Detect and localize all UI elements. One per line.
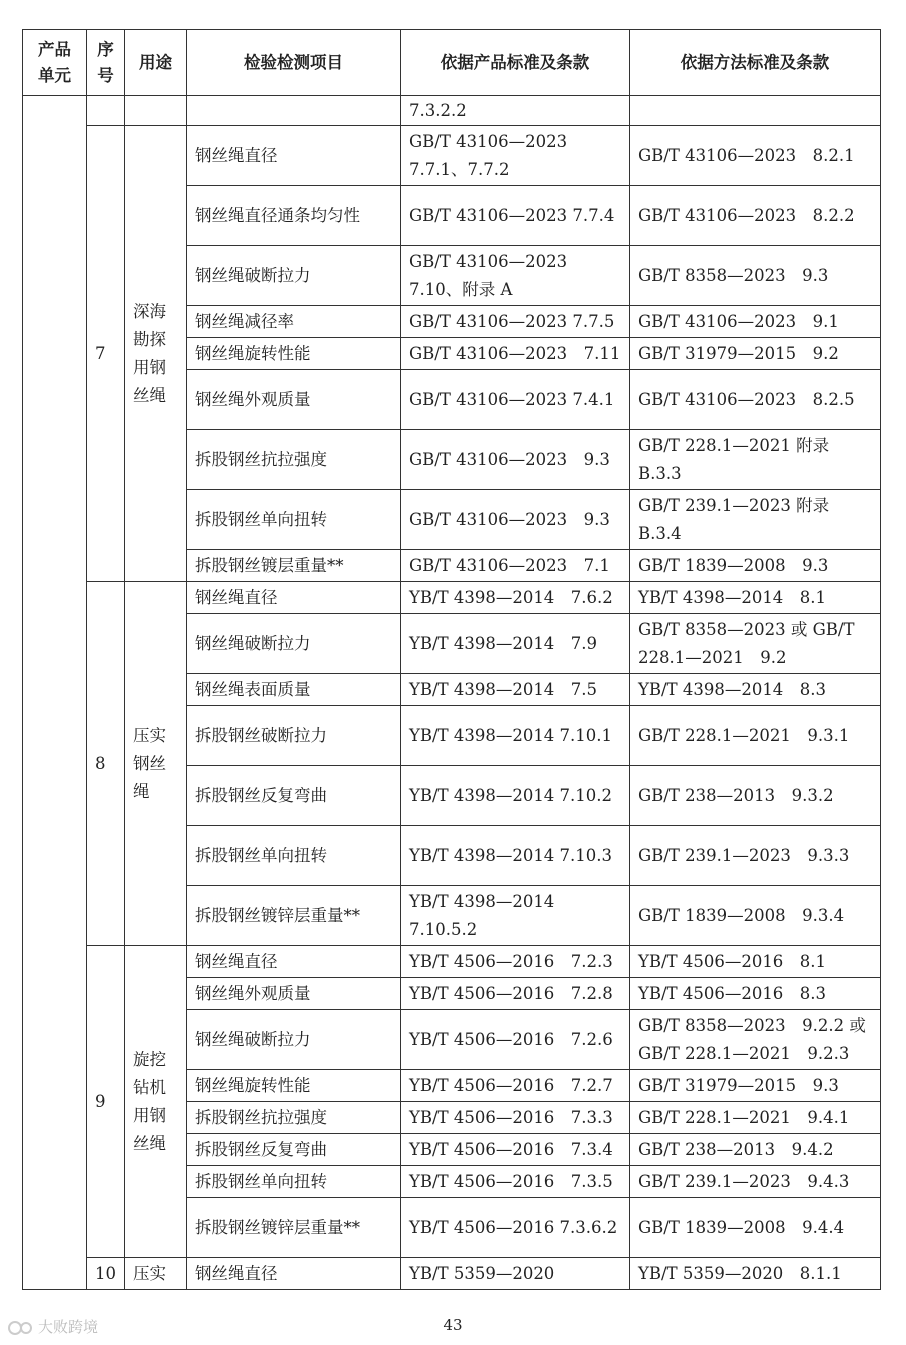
item-cell: 拆股钢丝反复弯曲 <box>187 766 401 826</box>
item-cell: 拆股钢丝单向扭转 <box>187 826 401 886</box>
method-std-cell: GB/T 239.1—2023 附录 B.3.4 <box>630 490 881 550</box>
table-row <box>23 1258 881 1290</box>
method-std-cell: GB/T 228.1—2021 9.3.1 <box>630 706 881 766</box>
item-cell: 钢丝绳破断拉力 <box>187 1010 401 1070</box>
item-cell: 拆股钢丝抗拉强度 <box>187 1102 401 1134</box>
method-std-cell <box>630 96 881 126</box>
method-std-cell: GB/T 1839—2008 9.3 <box>630 550 881 582</box>
product-std-cell: YB/T 4398—2014 7.6.2 <box>401 582 630 614</box>
method-std-cell: YB/T 4398—2014 8.1 <box>630 582 881 614</box>
method-std-cell: YB/T 4398—2014 8.3 <box>630 674 881 706</box>
product-std-cell: YB/T 4506—2016 7.3.5 <box>401 1166 630 1198</box>
method-std-cell: YB/T 4506—2016 8.3 <box>630 978 881 1010</box>
method-std-cell: GB/T 31979—2015 9.2 <box>630 338 881 370</box>
item-cell <box>187 96 401 126</box>
product-std-cell: GB/T 43106—2023 7.10、附录 A <box>401 246 630 306</box>
item-cell: 钢丝绳直径 <box>187 126 401 186</box>
product-std-cell: YB/T 4398—2014 7.10.2 <box>401 766 630 826</box>
usage-cell: 压实钢丝绳 <box>125 582 187 946</box>
product-std-cell: YB/T 4506—2016 7.3.4 <box>401 1134 630 1166</box>
product-std-cell: GB/T 43106—2023 7.7.4 <box>401 186 630 246</box>
page-number: 43 <box>443 1316 463 1334</box>
usage-cell <box>125 96 187 126</box>
product-std-cell: YB/T 4398—2014 7.10.1 <box>401 706 630 766</box>
usage-cell: 压实 <box>125 1258 187 1290</box>
product-std-cell: GB/T 43106—2023 9.3 <box>401 490 630 550</box>
inspection-table <box>22 29 881 1290</box>
product-std-cell: GB/T 43106—2023 7.4.1 <box>401 370 630 430</box>
item-cell: 拆股钢丝镀锌层重量** <box>187 1198 401 1258</box>
table-row <box>23 96 881 126</box>
item-cell: 钢丝绳直径通条均匀性 <box>187 186 401 246</box>
method-std-cell: GB/T 8358—2023 9.2.2 或 GB/T 228.1—2021 9.2.3 <box>630 1010 881 1070</box>
item-cell: 拆股钢丝破断拉力 <box>187 706 401 766</box>
product-std-cell: YB/T 4506—2016 7.3.3 <box>401 1102 630 1134</box>
method-std-cell: GB/T 238—2013 9.4.2 <box>630 1134 881 1166</box>
product-std-cell: YB/T 4398—2014 7.10.5.2 <box>401 886 630 946</box>
item-cell: 拆股钢丝镀锌层重量** <box>187 886 401 946</box>
method-std-cell: GB/T 43106—2023 8.2.1 <box>630 126 881 186</box>
method-std-cell: GB/T 228.1—2021 附录 B.3.3 <box>630 430 881 490</box>
method-std-cell: GB/T 238—2013 9.3.2 <box>630 766 881 826</box>
method-std-cell: YB/T 4506—2016 8.1 <box>630 946 881 978</box>
seq-cell <box>87 96 125 126</box>
product-std-cell: GB/T 43106—2023 7.11 <box>401 338 630 370</box>
header-usage: 用途 <box>125 30 187 96</box>
method-std-cell: GB/T 31979—2015 9.3 <box>630 1070 881 1102</box>
usage-cell: 深海勘探用钢丝绳 <box>125 126 187 582</box>
seq-cell: 7 <box>87 126 125 582</box>
header-row <box>23 30 881 96</box>
seq-cell: 8 <box>87 582 125 946</box>
product-std-cell: 7.3.2.2 <box>401 96 630 126</box>
product-std-cell: YB/T 4506—2016 7.3.6.2 <box>401 1198 630 1258</box>
method-std-cell: GB/T 43106—2023 8.2.2 <box>630 186 881 246</box>
header-product-std: 依据产品标准及条款 <box>401 30 630 96</box>
table-row <box>23 582 881 614</box>
product-std-cell: YB/T 4398—2014 7.9 <box>401 614 630 674</box>
header-seq: 序号 <box>87 30 125 96</box>
item-cell: 拆股钢丝反复弯曲 <box>187 1134 401 1166</box>
product-std-cell: YB/T 4506—2016 7.2.7 <box>401 1070 630 1102</box>
product-std-cell: YB/T 4398—2014 7.10.3 <box>401 826 630 886</box>
item-cell: 钢丝绳外观质量 <box>187 978 401 1010</box>
method-std-cell: YB/T 5359—2020 8.1.1 <box>630 1258 881 1290</box>
table-row <box>23 126 881 186</box>
usage-cell: 旋挖钻机用钢丝绳 <box>125 946 187 1258</box>
product-std-cell: YB/T 4506—2016 7.2.8 <box>401 978 630 1010</box>
method-std-cell: GB/T 8358—2023 9.3 <box>630 246 881 306</box>
item-cell: 钢丝绳直径 <box>187 1258 401 1290</box>
product-std-cell: YB/T 4506—2016 7.2.3 <box>401 946 630 978</box>
item-cell: 钢丝绳减径率 <box>187 306 401 338</box>
item-cell: 钢丝绳破断拉力 <box>187 614 401 674</box>
item-cell: 钢丝绳破断拉力 <box>187 246 401 306</box>
item-cell: 钢丝绳旋转性能 <box>187 338 401 370</box>
watermark-text: 大败跨境 <box>38 1318 99 1336</box>
method-std-cell: GB/T 228.1—2021 9.4.1 <box>630 1102 881 1134</box>
seq-cell: 9 <box>87 946 125 1258</box>
item-cell: 拆股钢丝单向扭转 <box>187 1166 401 1198</box>
product-std-cell: GB/T 43106—2023 7.7.1、7.7.2 <box>401 126 630 186</box>
seq-cell: 10 <box>87 1258 125 1290</box>
product-std-cell: GB/T 43106—2023 7.1 <box>401 550 630 582</box>
item-cell: 钢丝绳表面质量 <box>187 674 401 706</box>
product-std-cell: YB/T 5359—2020 <box>401 1258 630 1290</box>
item-cell: 钢丝绳直径 <box>187 582 401 614</box>
product-std-cell: GB/T 43106—2023 7.7.5 <box>401 306 630 338</box>
item-cell: 拆股钢丝单向扭转 <box>187 490 401 550</box>
item-cell: 钢丝绳直径 <box>187 946 401 978</box>
method-std-cell: GB/T 8358—2023 或 GB/T 228.1—2021 9.2 <box>630 614 881 674</box>
method-std-cell: GB/T 1839—2008 9.4.4 <box>630 1198 881 1258</box>
item-cell: 钢丝绳外观质量 <box>187 370 401 430</box>
item-cell: 钢丝绳旋转性能 <box>187 1070 401 1102</box>
table-row <box>23 946 881 978</box>
method-std-cell: GB/T 239.1—2023 9.3.3 <box>630 826 881 886</box>
item-cell: 拆股钢丝抗拉强度 <box>187 430 401 490</box>
method-std-cell: GB/T 1839—2008 9.3.4 <box>630 886 881 946</box>
method-std-cell: GB/T 43106—2023 9.1 <box>630 306 881 338</box>
method-std-cell: GB/T 239.1—2023 9.4.3 <box>630 1166 881 1198</box>
item-cell: 拆股钢丝镀层重量** <box>187 550 401 582</box>
header-product-unit: 产品单元 <box>23 30 87 96</box>
header-method-std: 依据方法标准及条款 <box>630 30 881 96</box>
method-std-cell: GB/T 43106—2023 8.2.5 <box>630 370 881 430</box>
product-std-cell: YB/T 4398—2014 7.5 <box>401 674 630 706</box>
product-std-cell: GB/T 43106—2023 9.3 <box>401 430 630 490</box>
product-std-cell: YB/T 4506—2016 7.2.6 <box>401 1010 630 1070</box>
product-unit-cell <box>23 96 87 1290</box>
header-item: 检验检测项目 <box>187 30 401 96</box>
